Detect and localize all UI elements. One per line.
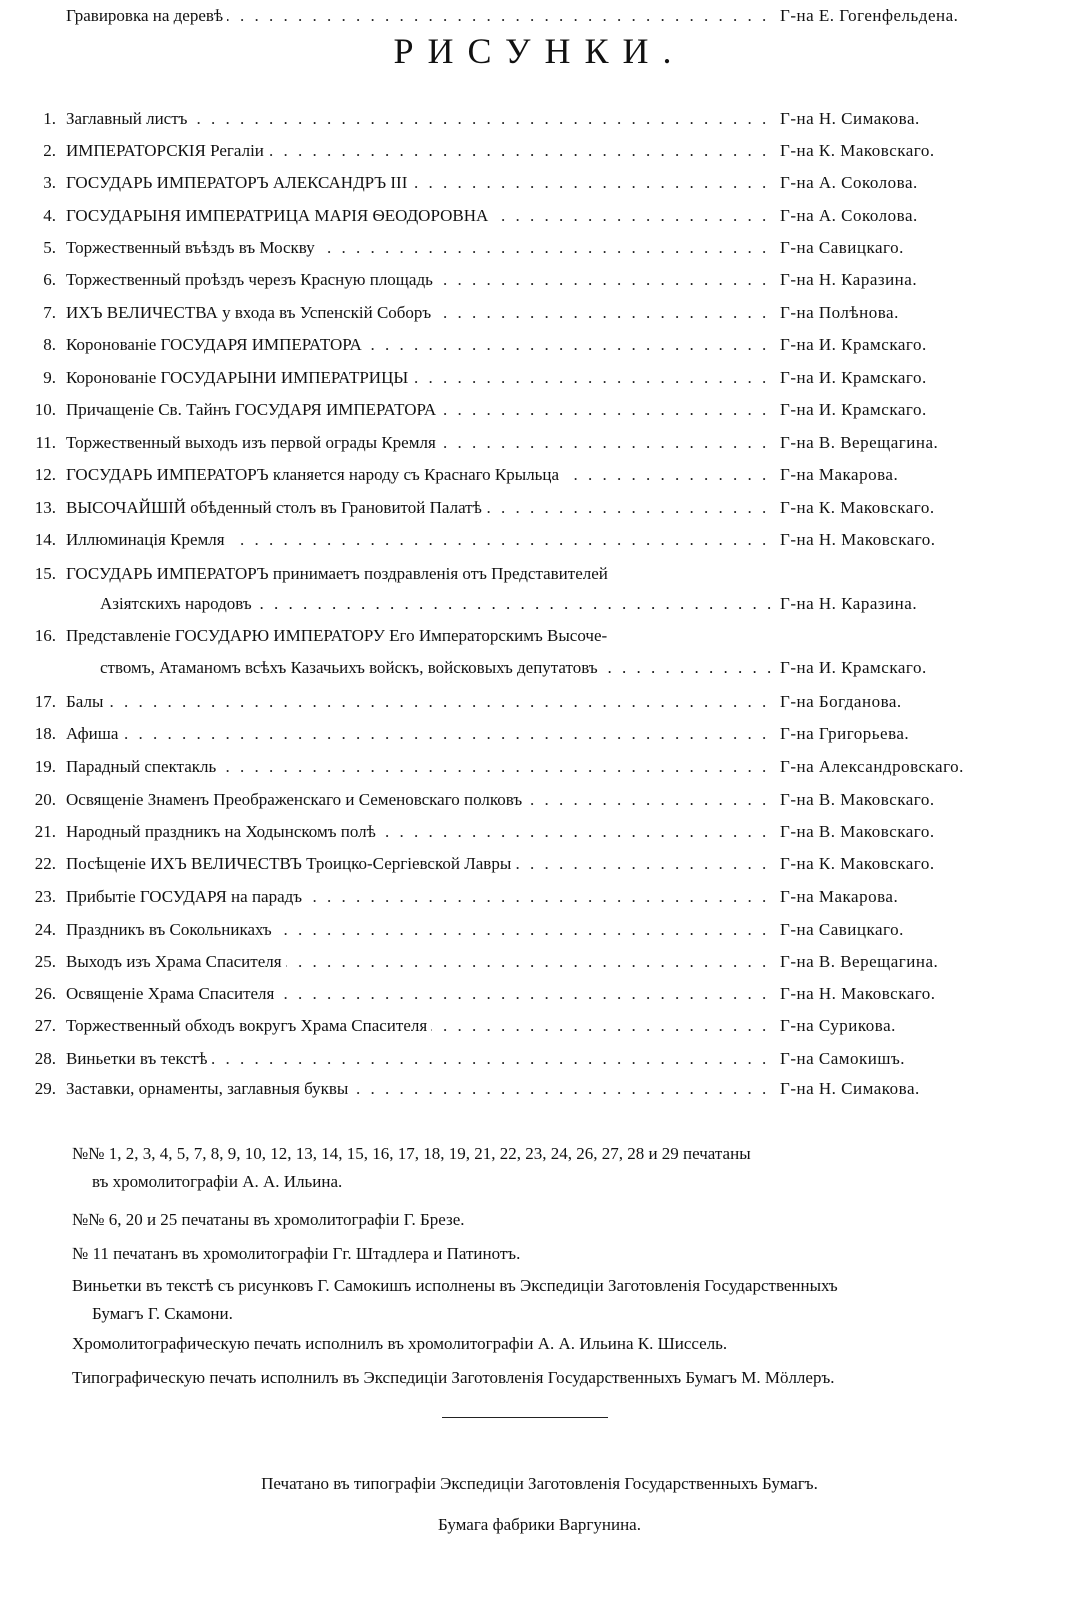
entry-number: 26. [34,984,56,1003]
entry-title: Заглавный листъ [66,103,191,135]
note-line: №№ 6, 20 и 25 печатаны въ хромолитографіи Г. Брезе. [72,1210,465,1229]
entry-artist: Г-на К. Маковскаго. [780,141,935,160]
entry-title: Торжественный выходъ изъ первой ограды Кремля [66,427,440,459]
list-item [0,881,1079,913]
entry-title: ИМПЕРАТОРСКІЯ Регаліи [66,135,268,167]
entry-number: 27. [34,1016,56,1035]
entry-title: Парадный спектакль [66,751,220,783]
entry-artist: Г-на Макарова. [780,887,899,906]
entry-number: 14. [34,530,56,549]
note-paragraph [72,1330,1022,1358]
entry-number: 18. [34,724,56,743]
entry-artist: Г-на Н. Маковскаго. [780,984,936,1003]
list-item [0,394,1079,426]
note-line-continued: Бумагъ Г. Скамони. [92,1304,233,1323]
entry-number: 3. [43,173,56,192]
entry-title: Прибытіе ГОСУДАРЯ на парадъ [66,881,306,913]
list-item-continuation [0,588,1079,620]
entry-artist: Г-на И. Крамскаго. [780,368,927,387]
list-item [0,297,1079,329]
entry-number: 6. [43,270,56,289]
footer-printer: Печатано въ типографіи Экспедиціи Заготовленія Государственныхъ Бумагъ. [261,1474,818,1493]
entry-title: Праздникъ въ Сокольникахъ [66,914,276,946]
entry-number: 20. [34,790,56,809]
entry-artist: Г-на К. Маковскаго. [780,498,935,517]
entry-number: 21. [34,822,56,841]
entry-number: 24. [34,920,56,939]
entry-artist: Г-на Н. Симакова. [780,109,920,128]
entry-number: 2. [43,141,56,160]
note-paragraph [72,1272,1022,1328]
entry-title: Афиша [66,718,122,750]
entry-title: ВЫСОЧАЙШІЙ обѣденный столъ въ Грановитой Палатѣ [66,492,486,524]
entry-artist: Г-на Н. Симакова. [780,1079,920,1098]
divider-rule [442,1417,608,1418]
list-item [0,264,1079,296]
note-paragraph [72,1140,1022,1196]
entry-title: Освященіе Знаменъ Преображенскаго и Семеновскаго полковъ [66,784,526,816]
entry-number: 22. [34,854,56,873]
note-paragraph [72,1240,1022,1268]
list-item [0,1073,1079,1105]
page-title: РИСУНКИ. [393,31,686,71]
entry-title: Народный праздникъ на Ходынскомъ полѣ [66,816,380,848]
list-item [0,816,1079,848]
entry-artist: Г-на И. Крамскаго. [780,335,927,354]
list-item [0,848,1079,880]
entry-artist: Г-на Н. Маковскаго. [780,530,936,549]
entry-title: ГОСУДАРЬ ИМПЕРАТОРЪ кланяется народу съ Краснаго Крыльца [66,459,563,491]
entry-title: Причащеніе Св. Тайнъ ГОСУДАРЯ ИМПЕРАТОРА [66,394,440,426]
entry-number: 13. [34,498,56,517]
entry-artist: Г-на Е. Гогенфельдена. [780,6,959,25]
list-item [0,329,1079,361]
entry-title: Иллюминація Кремля [66,524,229,556]
entry-number: 1. [43,109,56,128]
list-item [0,524,1079,556]
entry-title: Коронованіе ГОСУДАРЫНИ ИМПЕРАТРИЦЫ [66,362,412,394]
entry-artist: Г-на Александровскаго. [780,757,964,776]
entry-title: Гравировка на деревѣ [66,0,227,32]
entry-number: 29. [34,1079,56,1098]
footer-paper: Бумага фабрики Варгунина. [438,1515,641,1534]
note-line: Типографическую печать исполнилъ въ Экспедиціи Заготовленія Государственныхъ Бумагъ М. Мöллеръ. [72,1368,835,1387]
entry-title-continued: Азіятскихъ народовъ [100,588,256,620]
entry-number: 23. [34,887,56,906]
entry-number: 19. [34,757,56,776]
entry-title: Посѣщеніе ИХЪ ВЕЛИЧЕСТВЪ Троицко-Сергіевской Лавры [66,848,515,880]
entry-artist: Г-на В. Маковскаго. [780,790,935,809]
entry-artist: Г-на Савицкаго. [780,238,904,257]
entry-artist: Г-на К. Маковскаго. [780,854,935,873]
entry-artist: Г-на Н. Каразина. [780,594,918,613]
entry-artist: Г-на И. Крамскаго. [780,658,927,677]
note-line: Хромолитографическую печать исполнилъ въ хромолитографіи А. А. Ильина К. Шиссель. [72,1334,728,1353]
note-line: № 11 печатанъ въ хромолитографіи Гг. Штадлера и Патинотъ. [72,1244,521,1263]
entry-artist: Г-на А. Соколова. [780,173,918,192]
note-line-continued: въ хромолитографіи А. А. Ильина. [92,1172,343,1191]
entry-title: Коронованіе ГОСУДАРЯ ИМПЕРАТОРА [66,329,366,361]
entry-artist: Г-на Богданова. [780,692,902,711]
entry-title: ГОСУДАРЫНЯ ИМПЕРАТРИЦА МАРІЯ ѲЕОДОРОВНА [66,200,492,232]
entry-number: 7. [43,303,56,322]
list-item [0,427,1079,459]
list-item [0,914,1079,946]
entry-number: 15. [34,564,56,583]
list-item [0,200,1079,232]
entry-title: Торжественный проѣздъ черезъ Красную площадь [66,264,437,296]
list-item [0,751,1079,783]
list-item [0,103,1079,135]
entry-number: 28. [34,1049,56,1068]
list-item [0,558,1079,590]
list-item [0,362,1079,394]
entry-title: ГОСУДАРЬ ИМПЕРАТОРЪ АЛЕКСАНДРЪ III [66,167,411,199]
note-line: №№ 1, 2, 3, 4, 5, 7, 8, 9, 10, 12, 13, 14, 15, 16, 17, 18, 19, 21, 22, 23, 24, 26, 27, 28 и 29 печатаны [72,1144,751,1163]
entry-number: 8. [43,335,56,354]
list-item [0,978,1079,1010]
entry-number: 4. [43,206,56,225]
list-item [0,492,1079,524]
entry-artist: Г-на В. Верещагина. [780,952,939,971]
list-item [0,946,1079,978]
entry-number: 9. [43,368,56,387]
list-item [0,1043,1079,1075]
list-item [0,1010,1079,1042]
entry-number: 11. [35,433,56,452]
entry-artist: Г-на Н. Каразина. [780,270,918,289]
entry-artist: Г-на И. Крамскаго. [780,400,927,419]
entry-title: Балы [66,686,107,718]
note-paragraph [72,1364,1022,1392]
entry-title-continued: ствомъ, Атаманомъ всѣхъ Казачьихъ войскъ, войсковыхъ депутатовъ [100,652,602,684]
list-item-continuation [0,652,1079,684]
list-item [0,0,1079,32]
list-item [0,718,1079,750]
entry-number: 17. [34,692,56,711]
entry-artist: Г-на В. Маковскаго. [780,822,935,841]
entry-title: Выходъ изъ Храма Спасителя [66,946,286,978]
list-item [0,167,1079,199]
entry-artist: Г-на Макарова. [780,465,899,484]
entry-number: 12. [34,465,56,484]
entry-number: 25. [34,952,56,971]
entry-title: ГОСУДАРЬ ИМПЕРАТОРЪ принимаетъ поздравленія отъ Представителей [66,564,608,583]
entry-title: Представленіе ГОСУДАРЮ ИМПЕРАТОРУ Его Императорскимъ Высоче- [66,626,608,645]
entry-artist: Г-на В. Верещагина. [780,433,939,452]
list-item [0,686,1079,718]
entry-artist: Г-на Григорьева. [780,724,910,743]
entry-artist: Г-на Самокишъ. [780,1049,906,1068]
list-item [0,620,1079,652]
entry-title: Торжественный обходъ вокругъ Храма Спасителя [66,1010,431,1042]
entry-title: Заставки, орнаменты, заглавныя буквы [66,1073,352,1105]
entry-number: 5. [43,238,56,257]
entry-number: 16. [34,626,56,645]
list-item [0,459,1079,491]
note-paragraph [72,1206,1022,1234]
entry-title: Торжественный въѣздъ въ Москву [66,232,319,264]
entry-artist: Г-на Савицкаго. [780,920,904,939]
list-item [0,784,1079,816]
list-item [0,135,1079,167]
list-item [0,232,1079,264]
entry-title: Освященіе Храма Спасителя [66,978,278,1010]
entry-artist: Г-на Полѣнова. [780,303,899,322]
note-line: Виньетки въ текстѣ съ рисунковъ Г. Самокишъ исполнены въ Экспедиціи Заготовленія Государственныхъ [72,1276,838,1295]
entry-artist: Г-на Сурикова. [780,1016,896,1035]
entry-title: ИХЪ ВЕЛИЧЕСТВА у входа въ Успенскій Соборъ [66,297,435,329]
entry-title: Виньетки въ текстѣ [66,1043,212,1075]
entry-artist: Г-на А. Соколова. [780,206,918,225]
entry-number: 10. [34,400,56,419]
